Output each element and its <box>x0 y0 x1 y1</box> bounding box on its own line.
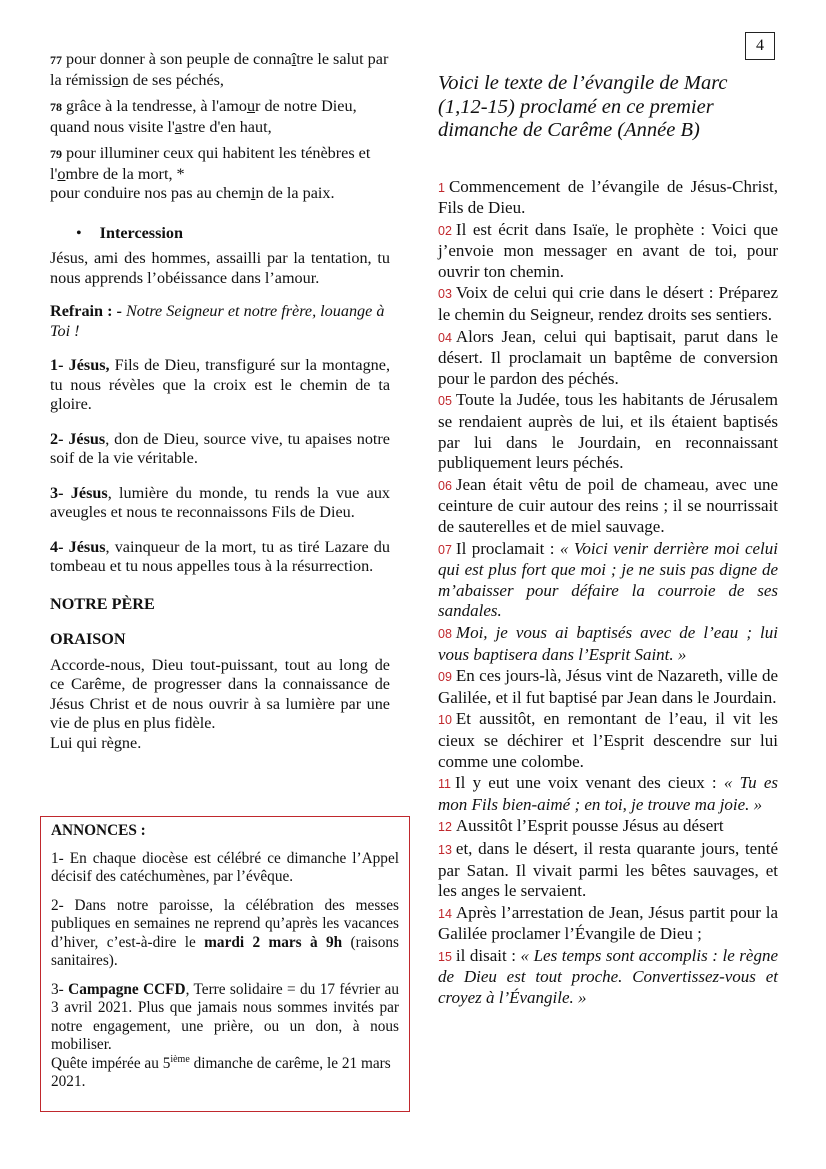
gospel-verse: 06 Jean était vêtu de poil de chameau, avec une ceinture de cuir autour des reins ; il se nourrissait de sauterelles et de miel sauvage. <box>438 474 778 536</box>
verse-number: 79 <box>50 147 62 161</box>
gospel-verse: 10 Et aussitôt, en remontant de l’eau, il vit les cieux se déchirer et l’Esprit descendre sur lui comme une colombe. <box>438 709 778 771</box>
psalm-verses <box>50 50 390 204</box>
gospel-verse: 04 Alors Jean, celui qui baptisait, parut dans le désert. Il proclamait un baptême de conversion pour le pardon des péchés. <box>438 326 778 388</box>
gospel-verse: 07 Il proclamait : « Voici venir derrière moi celui qui est plus fort que moi ; je ne suis pas digne de m’abaisser pour défaire la courroie de ses sandales. <box>438 538 778 621</box>
refrain-label: Refrain : - <box>50 302 122 320</box>
page-number: 4 <box>745 32 775 60</box>
verse-number: 12 <box>438 820 452 835</box>
psalm-verse: 79 pour illuminer ceux qui habitent les ténèbres et l'ombre de la mort, * pour conduire nos pas au chemin de la paix. <box>50 144 371 202</box>
annonce-3: 3- Campagne CCFD, Terre solidaire = du 17 février au 3 avril 2021. Plus que jamais nous sommes invités par notre engagement, une prière, ou un don, à nous mobiliser. <box>51 980 399 1053</box>
annonces-title: ANNONCES : <box>51 822 146 839</box>
verse-number: 07 <box>438 542 452 557</box>
verse-number: 09 <box>438 670 452 685</box>
verse-number: 13 <box>438 842 452 857</box>
psalm-verse: 77 pour donner à son peuple de connaître le salut par la rémission de ses péchés, <box>50 50 389 89</box>
prayer-item: 3- Jésus, lumière du monde, tu rends la vue aux aveugles et nous te reconnaissons Fils de Dieu. <box>50 483 391 521</box>
verse-number: 03 <box>438 287 452 302</box>
gospel-title: Voici le texte de l’évangile de Marc (1,12-15) proclamé en ce premier dimanche de Carême (Année B) <box>438 72 728 141</box>
verse-number: 78 <box>50 100 62 114</box>
verse-number: 08 <box>438 626 452 641</box>
gospel-verse: 05 Toute la Judée, tous les habitants de Jérusalem se rendaient auprès de lui, et ils étaient baptisés par lui dans le Jourdain, en reconnaissant publiquement leurs péchés. <box>438 390 778 473</box>
intercession-intro: Jésus, ami des hommes, assailli par la tentation, tu nous apprends l’obéissance dans l’amour. <box>50 249 390 287</box>
gospel-text <box>438 177 778 1009</box>
refrain <box>50 302 390 341</box>
oraison-heading: ORAISON <box>50 630 126 648</box>
gospel-verse: 09 En ces jours-là, Jésus vint de Nazareth, ville de Galilée, et il fut baptisé par Jean dans le Jourdain. <box>438 666 778 707</box>
psalm-verse: 78 grâce à la tendresse, à l'amour de notre Dieu, quand nous visite l'astre d'en haut, <box>50 97 357 136</box>
bullet-icon: • <box>76 223 82 242</box>
gospel-verse: 15 il disait : « Les temps sont accomplis : le règne de Dieu est tout proche. Convertissez-vous et croyez à l’Évangile. » <box>438 945 778 1008</box>
gospel-verse: 03 Voix de celui qui crie dans le désert : Préparez le chemin du Seigneur, rendez droits ses sentiers. <box>438 283 778 325</box>
intercession-title: Intercession <box>99 223 184 242</box>
oraison-text <box>50 656 390 754</box>
verse-number: 15 <box>438 949 452 964</box>
verse-number: 05 <box>438 394 452 409</box>
verse-number: 11 <box>438 777 451 792</box>
gospel-verse: 08 Moi, je vous ai baptisés avec de l’eau ; lui vous baptisera dans l’Esprit Saint. » <box>438 622 778 664</box>
verse-number: 02 <box>438 223 452 238</box>
gospel-verse: 13 et, dans le désert, il resta quarante jours, tenté par Satan. Il vivait parmi les bêtes sauvages, et les anges le servaient. <box>438 838 778 901</box>
prayer-item: 2- Jésus, don de Dieu, source vive, tu apaises notre soif de la vie véritable. <box>50 429 390 467</box>
notre-pere-heading: NOTRE PÈRE <box>50 594 155 613</box>
verse-number: 06 <box>438 478 452 493</box>
prayer-item: 1- Jésus, Fils de Dieu, transfiguré sur la montagne, tu nous révèles que la croix est le chemin de ta gloire. <box>50 356 390 413</box>
verse-number: 04 <box>438 330 452 345</box>
left-column <box>50 50 390 753</box>
verse-number: 1 <box>438 180 445 195</box>
gospel-verse: 11 Il y eut une voix venant des cieux : « Tu es mon Fils bien-aimé ; en toi, je trouve ma joie. » <box>438 773 778 814</box>
gospel-verse: 1 Commencement de l’évangile de Jésus-Christ, Fils de Dieu. <box>438 176 778 218</box>
gospel-verse: 02 Il est écrit dans Isaïe, le prophète : Voici que j’envoie mon messager en avant de toi, pour ouvrir ton chemin. <box>438 219 778 281</box>
prayer-list <box>50 356 390 577</box>
oraison-ending: Lui qui règne. <box>50 733 142 752</box>
verse-number: 77 <box>50 53 62 67</box>
gospel-verse: 12 Aussitôt l’Esprit pousse Jésus au désert <box>438 816 724 836</box>
oraison-body: Accorde-nous, Dieu tout-puissant, tout au long de ce Carême, de progresser dans la connaissance de Jésus Christ et de nous ouvrir à sa lumière par une vie de plus en plus fidèle. <box>50 655 390 732</box>
annonce-2: 2- Dans notre paroisse, la célébration des messes publiques en semaines ne reprend qu’après les vacances d’hiver, c’est-à-dire le mardi 2 mars à 9h (raisons sanitaires). <box>51 896 399 969</box>
refrain-text: Notre Seigneur et notre frère, louange à Toi ! <box>50 302 385 340</box>
right-column <box>438 72 778 1010</box>
annonce-1: 1- En chaque diocèse est célébré ce dimanche l’Appel décisif des catéchumènes, par l’évêque. <box>51 849 399 885</box>
gospel-verse: 14 Après l’arrestation de Jean, Jésus partit pour la Galilée proclamer l’Évangile de Dieu ; <box>438 902 778 944</box>
intercession-heading <box>76 224 390 244</box>
verse-number: 14 <box>438 906 452 921</box>
prayer-item: 4- Jésus, vainqueur de la mort, tu as tiré Lazare du tombeau et tu nous appelles tous à la résurrection. <box>50 537 390 575</box>
annonce-quete: Quête impérée au 5ième dimanche de carême, le 21 mars 2021. <box>51 1053 391 1090</box>
annonces-box <box>40 816 410 1112</box>
verse-number: 10 <box>438 713 452 728</box>
